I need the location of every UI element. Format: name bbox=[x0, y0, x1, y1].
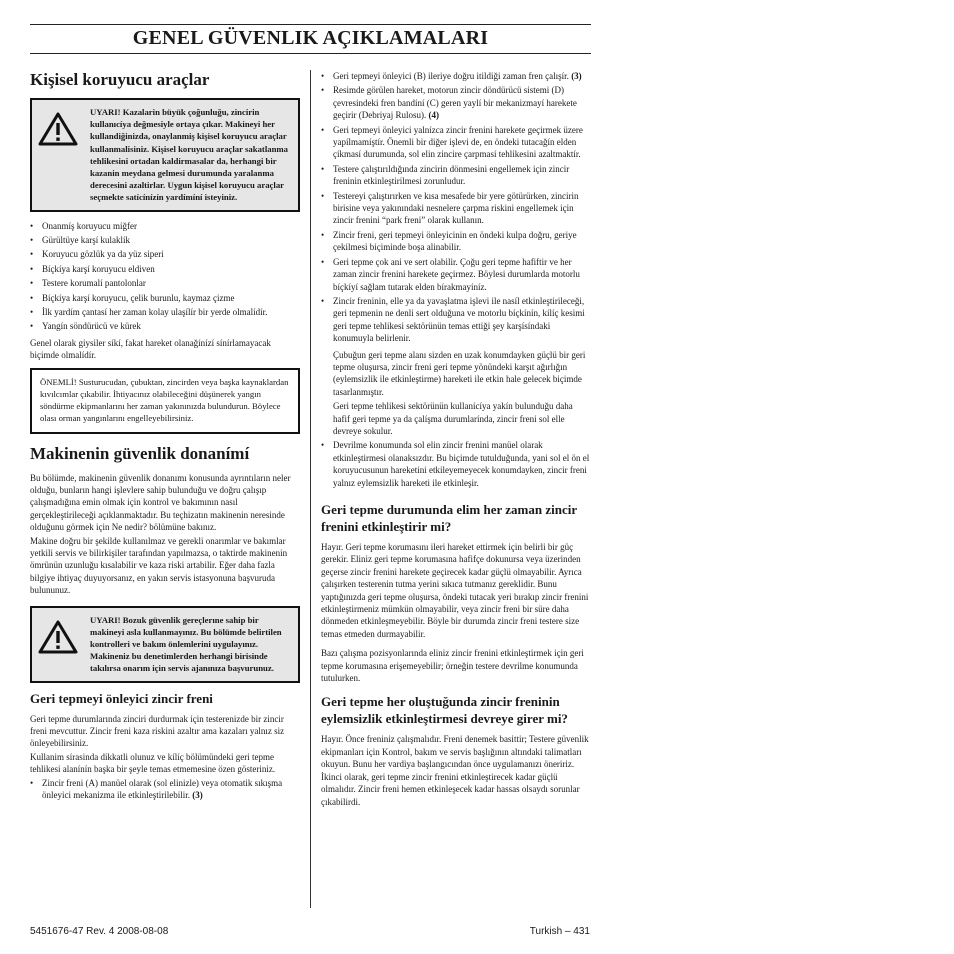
heading-chain-brake: Geri tepmeyi önleyici zincir freni bbox=[30, 690, 213, 706]
item-text: Zincir freninin, elle ya da yavaşlatma işlevi ile nasíl etkinleştirileceği, geri tepmenin ne denli sert olduğuna ve motorlu bíçkínín, kílíç kesimi geri tepme tehlikesi sektörünün temas ettiği şey karşísíndaki konumuyla belirlenir. bbox=[333, 295, 585, 344]
item-text: Resimde görülen hareket, motorun zincir döndürücü sistemi (D) çevresindeki fren bandíní (C) geren yaylí bir mekanizmayí harekete geçirir (Debriyaj Rulosu). bbox=[333, 85, 577, 121]
heading-personal-protection: Kişisel koruyucu araçlar bbox=[30, 70, 210, 89]
warning-triangle-icon bbox=[38, 614, 86, 675]
warning-text-equipment: UYARI! Bozuk güvenlik gereçlerıne sahip bir makineyi asla kullanmayınız. Bu bölümde belirtilen kontrolleri ve bakım önlemlerini uygulayınız. Makineniz bu denetimlerden herhangi birisinde takılırsa onarım için servis ajanınıza başvurunuz. bbox=[90, 614, 282, 674]
continuation-text-2: Geri tepme tehlikesi sektörünün kullanícíya yakín bulunduğu daha hafif geri tepme ya da çalíşma durumlarínda, zincir freni sol elle devreye sokulur. bbox=[333, 401, 573, 436]
chain-brake-list bbox=[321, 70, 591, 345]
ppe-list-item: • Bíçkíya karşí koruyucu, çelik burunlu, kaymaz çizme bbox=[30, 292, 300, 304]
important-note-text: ÖNEMLİ! Susturucudan, çubuktan, zincirden veya başka kaynaklardan kıvılcımlar çıkabilir. İhtiyacınız olabileceğini düşünerek yangın söndürme ekipmanlarını her zaman yakınınızda bulundurun. Böylece olası orman yangınlarını engelleyebilirsiniz. bbox=[40, 376, 289, 424]
warning-box-personal bbox=[30, 98, 300, 212]
item-text: Geri tepmeyi önleyici (B) ileriye doğru itildiği zaman fren çalışír. bbox=[333, 71, 569, 81]
footer-page-number: Turkish – 431 bbox=[529, 926, 590, 937]
ppe-list-item: • Gürültüye karşí kulaklík bbox=[30, 234, 300, 246]
item-text: Zincir freni, geri tepmeyi önleyicinin en öndeki kulpa doğru, geriye çekilmesi biçiminde boşa alinabilir. bbox=[333, 229, 577, 253]
ppe-list-item: • Yangín söndürücü ve kürek bbox=[30, 320, 300, 332]
figure-ref: (4) bbox=[428, 110, 439, 121]
ppe-list-item: • İlk yardím çantasí her zaman kolay ulaşílír bir yerde olmalídír. bbox=[30, 306, 300, 318]
figure-ref: (3) bbox=[192, 790, 203, 801]
list-item bbox=[321, 163, 591, 188]
warning-text-personal: UYARI! Kazalarin büyük çoğunluğu, zincirin kullanıcíya değmesiyle ortaya çıkar. Makineyi her kullandiğinizda, onaylanmiş kişisel koruyucu araçlar kullanmalisiniz. Kişisel koruyucu araçlar sakatlanma tehlikesini ortadan kaldirmasalar da, herhangi bir kazanin meydana gelmesi durumunda yaralanma derecesini azaltirlar. Uygun kişisel koruyucu araçlar seçmekte satícínízín yardímíní isteyiniz. bbox=[90, 107, 288, 203]
right-column bbox=[321, 70, 591, 809]
list-item bbox=[30, 777, 300, 802]
list-item bbox=[321, 84, 591, 121]
warning-box-equipment bbox=[30, 606, 300, 683]
title-rule bbox=[30, 53, 591, 54]
heading-question-1: Geri tepme durumunda elim her zaman zincir frenini etkinleştirir mi? bbox=[321, 502, 577, 534]
heading-question-2: Geri tepme her oluştuğunda zincir freninin eylemsizlik etkinleştirmesi devreye girer mi? bbox=[321, 694, 568, 727]
list-item: • Devrilme konumunda sol elin zincir frenini manüel olarak etkinleştirmesi olanaksızdır. Bu biçimde tutulduğunda, yani sol el ön el koruyucusunun hareketini etkileyemeyecek konumdayken, zincir freni yalnız eylemsizlik hareketi ile etkinleşir. bbox=[321, 439, 591, 489]
question-1-paragraph-2: Bazı çalışma pozisyonlarında eliniz zincir frenini etkinleştirmek için geri tepme korumasına erişemeyebilir; örneğin testere devrilme konumunda tutulurken. bbox=[321, 648, 584, 684]
list-item bbox=[321, 229, 591, 254]
question-1-paragraph-1: Hayır. Geri tepme korumasını ileri hareket ettirmek için belirli bir güç gerekir. Eliniz geri tepme korumasına hafifçe dokunursa veya üzerinden geçerse zincir frenini harekete geçirecek kadar güçlü olmayabilir. Ayrıca çalışırken testerenin tutma yerini sıkıca tutmanız gereklidir. Bunu yaptığınızda geri tepme oluşursa, öndeki tutacak yeri bırakıp zincir frenini etkinleştirmeniz mümkün olmayabilir, veya zincir freni bir süre daha dönmeden etkinleşmeyebilir. Böyle bir durumda zincir freni testere size temas etmeden durmayabilir. bbox=[321, 542, 589, 639]
ppe-list bbox=[30, 220, 300, 333]
safety-paragraph-2: Makine doğru bir şekilde kullanılmaz ve gerekli onarımlar ve bakımlar yetkili servis ve bilirkişiler tarafından yapılmazsa, o taktirde makinenin ömrünün uzunluğu kısalabilir ve kaza riski artabilir. Eğer daha fazla bilgiye ihtiyaç duyuyorsanız, en yakın servis istasyonuna başvuruda bulununuz. bbox=[30, 535, 288, 596]
list-item bbox=[321, 190, 591, 227]
item-text: Geri tepme çok ani ve sert olabilir. Çoğu geri tepme hafiftir ve her zaman zincir frenini harekete geçirmez. Böylesi durumlarda motorlu bíçkíyí sağlam tutarak elden bírakmayíníz. bbox=[333, 256, 580, 292]
list-item bbox=[321, 70, 591, 82]
column-divider bbox=[310, 70, 311, 908]
ppe-list-item: • Koruyucu gözlük ya da yüz siperi bbox=[30, 248, 300, 260]
safety-paragraph-1: Bu bölümde, makinenin güvenlik donanımı konusunda ayrıntıların neler olduğu, bunların hangi işlevlere sahip bulunduğu ve doğru çalışıp çalışmadığına emin olmak için kontrol ve bakımının nasıl gerçekleştirileceği açıklanmaktadır. Bu teçhizatın makinenin neresinde olduğunu görmek için Ne nedir? bölümüne bakınız. bbox=[30, 472, 291, 533]
figure-ref: (3) bbox=[571, 71, 582, 81]
ppe-list-item: • Onanmíş koruyucu miğfer bbox=[30, 220, 300, 232]
important-note-box bbox=[30, 368, 300, 434]
brake-paragraph-2: Kullanim sírasinda dikkatli olunuz ve kílíç bölümündeki geri tepme tehlikesi alanínín başka bir şeyle temas etmemesine özen gösteriniz. bbox=[30, 751, 276, 775]
chain-brake-list-end bbox=[321, 439, 591, 489]
top-rule bbox=[30, 24, 591, 25]
item-text: Zincir freni (A) manüel olarak (sol elinizle) veya otomatik sıkışma önleyici mekanizma ile etkinleştirilebilir. bbox=[42, 777, 283, 801]
footer-doc-id: 5451676-47 Rev. 4 2008-08-08 bbox=[30, 926, 169, 937]
page-title: GENEL GÜVENLIK AÇIKLAMALARI bbox=[132, 27, 489, 49]
heading-safety-equipment: Makinenin güvenlik donanímí bbox=[30, 443, 250, 463]
left-column bbox=[30, 70, 300, 805]
ppe-list-item: • Bíçkíya karşí koruyucu eldiven bbox=[30, 263, 300, 275]
brake-list bbox=[30, 777, 300, 802]
warning-triangle-icon bbox=[38, 106, 86, 204]
ppe-list-item: • Testere korumalí pantolonlar bbox=[30, 277, 300, 289]
question-2-paragraph-1: Hayır. Önce freniniz çalışmalıdır. Freni denemek basittir; Testere güvenlik ekipmanları için Kontrol, bakım ve servis başlığının altındaki talimatları okuyun. Bunu her vardiya başlangıcından önce uygulamanızı öneririz. İkinci olarak, geri tepme zincir frenini etkinleştirecek kadar güçlü olmalıdır. Zincir freni hemen etkinleşecek kadar hassas olsaydı sorunlar çıkabilirdi. bbox=[321, 734, 589, 807]
list-item bbox=[321, 256, 591, 293]
item-text: Testere çalıştırıldığında zincirin dönmesini engellemek için zincir freninin etkinleştirilmesi zorunludur. bbox=[333, 163, 570, 187]
item-text: Testereyi çalıştırırken ve kısa mesafede bir yere götürürken, zincirin birisine veya yakınındaki nesnelere çarpma riskini engellemek için zincir frenini “park freni” olarak kullanın. bbox=[333, 190, 579, 226]
continuation-text-1: Çubuğun geri tepme alanı sizden en uzak konumdayken güçlü bir geri tepme oluşursa, zincir freni geri tepme yönündeki karşıt ağırlığın (eylemsizlik ile etkinleştirme) hareketi ile etkin hale gelecek biçimde tasarlanmıştır. bbox=[333, 349, 586, 397]
list-item bbox=[321, 124, 591, 161]
brake-paragraph-1: Geri tepme durumlarında zinciri durdurmak için testerenizde bir zincir freni mevcuttur. Zincir freni kaza riskini azaltır ama kazaları yalnız siz önleyebilirsiniz. bbox=[30, 713, 285, 749]
general-clothing-text: Genel olarak giysiler síkí, fakat hareket olanağínízí sínírlamayacak biçimde olmalídír. bbox=[30, 337, 271, 361]
list-item bbox=[321, 295, 591, 345]
item-text: Geri tepmeyi önleyici yalnízca zincir frenini harekete geçirmek üzere yapílmamíştír. Önemli bir diğer işlevi de, en öndeki tutacağín elden çíkmasí durumunda, sol elin zincire çarpmasí tehlikesini azaltmaktír. bbox=[333, 124, 583, 160]
